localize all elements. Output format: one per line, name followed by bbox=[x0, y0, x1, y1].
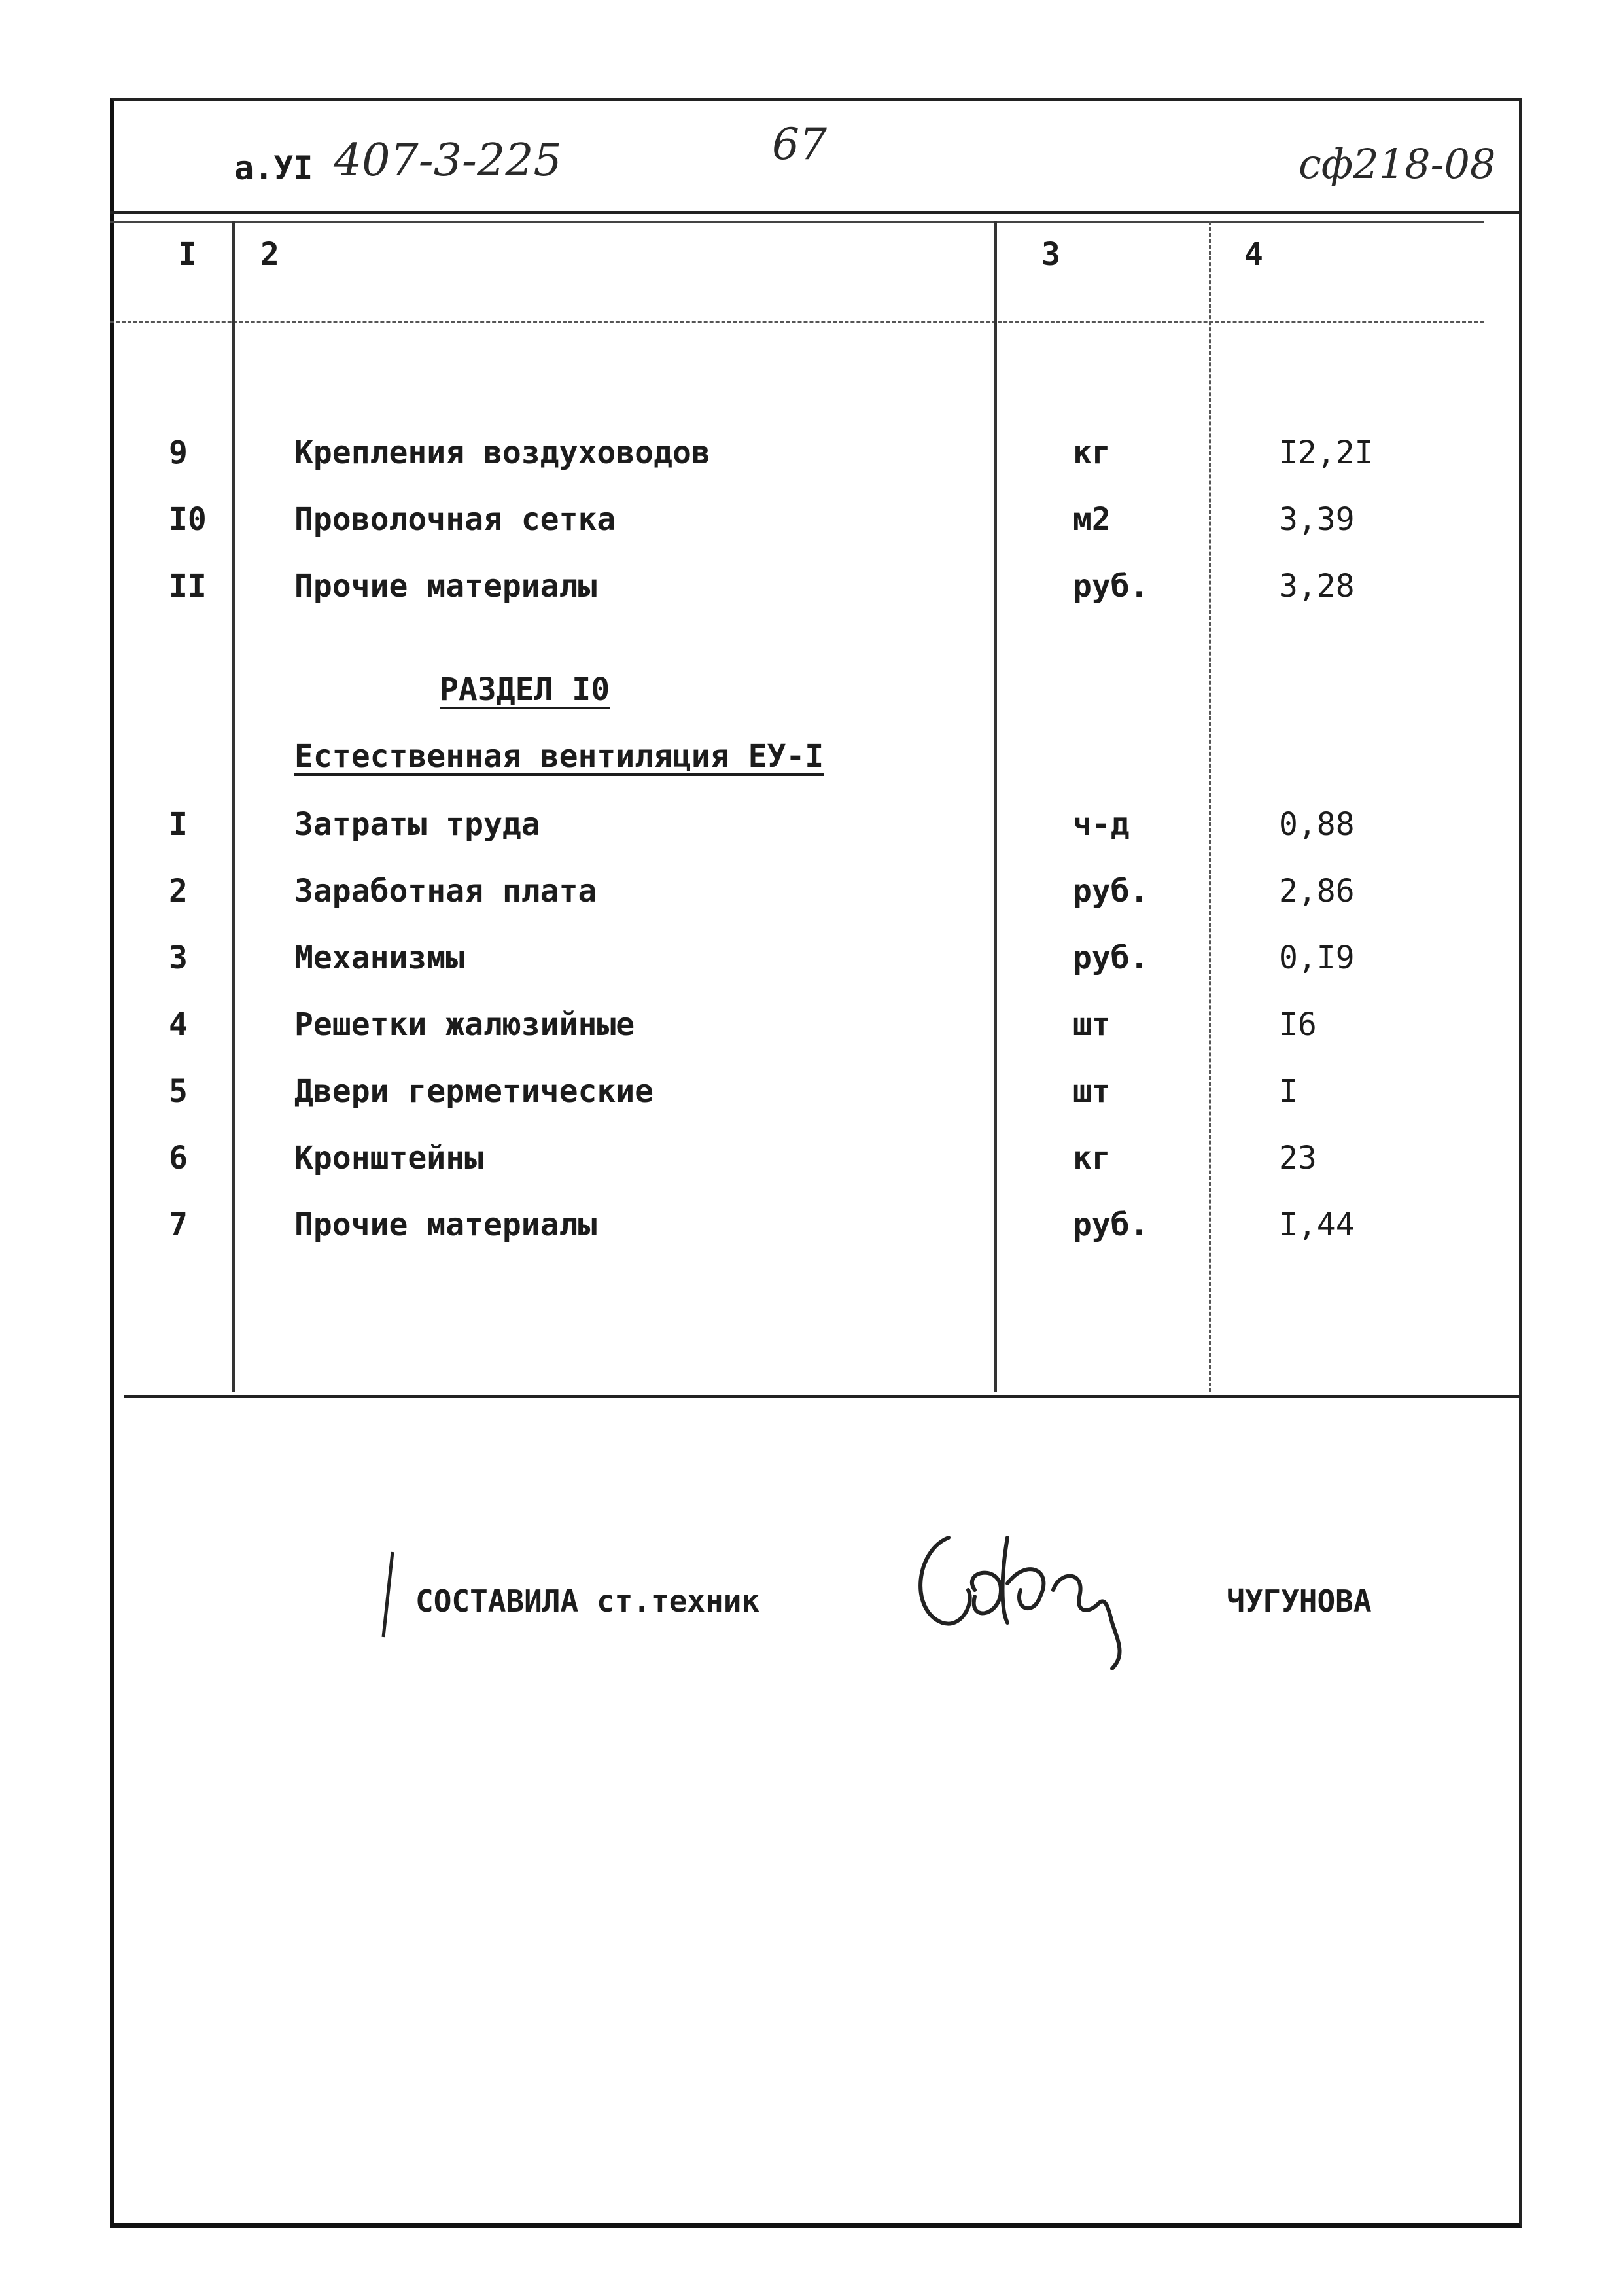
row-value: 3,28 bbox=[1279, 568, 1355, 605]
row-unit: м2 bbox=[1073, 501, 1111, 538]
row-number: 7 bbox=[169, 1207, 188, 1243]
row-name: Затраты труда bbox=[294, 806, 540, 843]
column-divider-3 bbox=[1209, 221, 1211, 1392]
row-unit: кг bbox=[1073, 434, 1111, 471]
row-unit: ч-д bbox=[1073, 806, 1130, 843]
row-name: Проволочная сетка bbox=[294, 501, 616, 538]
row-name: Кронштейны bbox=[294, 1140, 483, 1176]
row-value: I,44 bbox=[1279, 1207, 1355, 1243]
row-number: 5 bbox=[169, 1073, 188, 1110]
row-number: I bbox=[169, 806, 188, 843]
project-number: 407-3-225 bbox=[334, 135, 562, 186]
row-name: Двери герметические bbox=[294, 1073, 654, 1110]
row-name: Прочие материалы bbox=[294, 568, 597, 605]
signature-icon bbox=[903, 1511, 1164, 1682]
row-value: I2,2I bbox=[1279, 434, 1374, 471]
row-value: I bbox=[1279, 1073, 1298, 1110]
row-value: 3,39 bbox=[1279, 501, 1355, 538]
row-value: 0,I9 bbox=[1279, 940, 1355, 976]
header-divider-secondary bbox=[110, 221, 1484, 223]
row-unit: шт bbox=[1073, 1073, 1111, 1110]
column-divider-2 bbox=[994, 221, 997, 1392]
row-unit: кг bbox=[1073, 1140, 1111, 1176]
row-number: 4 bbox=[169, 1006, 188, 1043]
column-header-divider bbox=[110, 321, 1484, 323]
row-number: 3 bbox=[169, 940, 188, 976]
row-number: 2 bbox=[169, 873, 188, 910]
compiler-surname: ЧУГУНОВА bbox=[1227, 1583, 1372, 1619]
row-value: 23 bbox=[1279, 1140, 1317, 1176]
row-number: II bbox=[169, 568, 207, 605]
row-unit: шт bbox=[1073, 1006, 1111, 1043]
row-unit: руб. bbox=[1073, 1207, 1149, 1243]
slash-mark-icon bbox=[378, 1549, 398, 1641]
sheet-code: сф218-08 bbox=[1299, 140, 1496, 188]
compiled-label: СОСТАВИЛА ст.техник bbox=[415, 1583, 760, 1619]
row-number: 9 bbox=[169, 434, 188, 471]
row-unit: руб. bbox=[1073, 940, 1149, 976]
row-number: I0 bbox=[169, 501, 207, 538]
row-unit: руб. bbox=[1073, 873, 1149, 910]
album-prefix: а.УI bbox=[234, 149, 313, 187]
page-number: 67 bbox=[772, 119, 827, 169]
row-name: Решетки жалюзийные bbox=[294, 1006, 635, 1043]
row-name: Заработная плата bbox=[294, 873, 597, 910]
row-unit: руб. bbox=[1073, 568, 1149, 605]
row-value: 2,86 bbox=[1279, 873, 1355, 910]
table-bottom-line bbox=[124, 1395, 1522, 1398]
section-title: РАЗДЕЛ I0 bbox=[440, 671, 610, 708]
row-number: 6 bbox=[169, 1140, 188, 1176]
column-divider-1 bbox=[232, 221, 235, 1392]
row-name: Механизмы bbox=[294, 940, 465, 976]
column-header-1: I bbox=[178, 236, 197, 273]
column-header-3: 3 bbox=[1041, 236, 1060, 273]
row-name: Прочие материалы bbox=[294, 1207, 597, 1243]
row-value: 0,88 bbox=[1279, 806, 1355, 843]
section-subtitle: Естественная вентиляция ЕУ-I bbox=[294, 738, 824, 775]
column-header-4: 4 bbox=[1244, 236, 1263, 273]
header-divider bbox=[110, 211, 1522, 214]
row-value: I6 bbox=[1279, 1006, 1317, 1043]
row-name: Крепления воздуховодов bbox=[294, 434, 710, 471]
column-header-2: 2 bbox=[260, 236, 279, 273]
